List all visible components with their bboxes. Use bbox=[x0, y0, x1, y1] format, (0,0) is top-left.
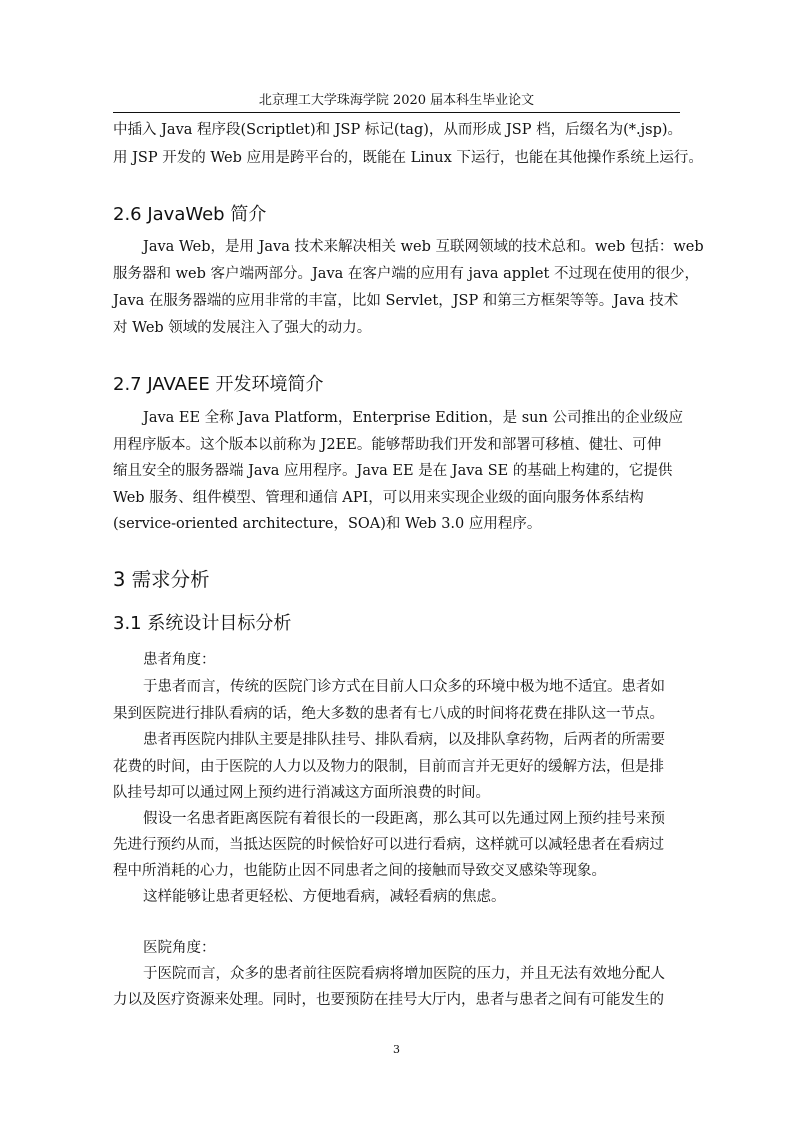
body-line: 中插入 Java 程序段(Scriptlet)和 JSP 标记(tag)，从而形成 JSP 档，后缀名为(*.jsp)。 bbox=[113, 122, 683, 138]
body-line: 于患者而言，传统的医院门诊方式在目前人口众多的环境中极为地不适宜。患者如 bbox=[143, 679, 665, 695]
section-heading-2-7: 2.7 JAVAEE 开发环境简介 bbox=[113, 374, 324, 395]
body-line: 力以及医疗资源来处理。同时，也要预防在挂号大厅内，患者与患者之间有可能发生的 bbox=[113, 992, 664, 1008]
body-line: 服务器和 web 客户端两部分。Java 在客户端的应用有 java applet 不过现在使用的很少， bbox=[113, 266, 699, 282]
body-line: 程中所消耗的心力，也能防止因不同患者之间的接触而导致交叉感染等现象。 bbox=[113, 863, 606, 879]
body-line: 用 JSP 开发的 Web 应用是跨平台的，既能在 Linux 下运行，也能在其他操作系统上运行。 bbox=[113, 150, 703, 166]
body-line: Java EE 全称 Java Platform，Enterprise Edition，是 sun 公司推出的企业级应 bbox=[143, 410, 683, 426]
body-line: 用程序版本。这个版本以前称为 J2EE。能够帮助我们开发和部署可移植、健壮、可伸 bbox=[113, 437, 662, 453]
body-line: 花费的时间，由于医院的人力以及物力的限制，目前而言并无更好的缓解方法，但是排 bbox=[113, 759, 664, 775]
body-line: 缩且安全的服务器端 Java 应用程序。Java EE 是在 Java SE 的基础上构建的，它提供 bbox=[113, 463, 673, 479]
body-line: 这样能够让患者更轻松、方便地看病，减轻看病的焦虑。 bbox=[143, 889, 506, 905]
page-number: 3 bbox=[393, 1043, 400, 1056]
section-heading-3-1: 3.1 系统设计目标分析 bbox=[113, 613, 292, 634]
section-heading-2-6: 2.6 JavaWeb 简介 bbox=[113, 204, 267, 225]
sub-label-patient: 患者角度： bbox=[143, 652, 216, 668]
body-line: 对 Web 领域的发展注入了强大的动力。 bbox=[113, 320, 372, 336]
body-line: 先进行预约从而，当抵达医院的时候恰好可以进行看病，这样就可以减轻患者在看病过 bbox=[113, 837, 664, 853]
body-line: Java 在服务器端的应用非常的丰富，比如 Servlet，JSP 和第三方框架等等。Java 技术 bbox=[113, 293, 679, 309]
body-line: 假设一名患者距离医院有着很长的一段距离，那么其可以先通过网上预约挂号来预 bbox=[143, 811, 665, 827]
body-line: (service-oriented architecture，SOA)和 Web 3.0 应用程序。 bbox=[113, 516, 542, 532]
body-line: 果到医院进行排队看病的话，绝大多数的患者有七八成的时间将花费在排队这一节点。 bbox=[113, 706, 664, 722]
sub-label-hospital: 医院角度： bbox=[143, 940, 216, 956]
chapter-heading-3: 3 需求分析 bbox=[113, 568, 210, 591]
body-line: 患者再医院内排队主要是排队挂号、排队看病，以及排队拿药物，后两者的所需要 bbox=[143, 732, 665, 748]
header-rule bbox=[113, 112, 680, 113]
body-line: 队挂号却可以通过网上预约进行消减这方面所浪费的时间。 bbox=[113, 785, 490, 801]
running-header: 北京理工大学珠海学院 2020 届本科生毕业论文 bbox=[258, 93, 535, 108]
body-line: Java Web，是用 Java 技术来解决相关 web 互联网领域的技术总和。web 包括：web bbox=[143, 239, 704, 255]
body-line: Web 服务、组件模型、管理和通信 API，可以用来实现企业级的面向服务体系结构 bbox=[113, 490, 644, 506]
body-line: 于医院而言，众多的患者前往医院看病将增加医院的压力，并且无法有效地分配人 bbox=[143, 966, 665, 982]
